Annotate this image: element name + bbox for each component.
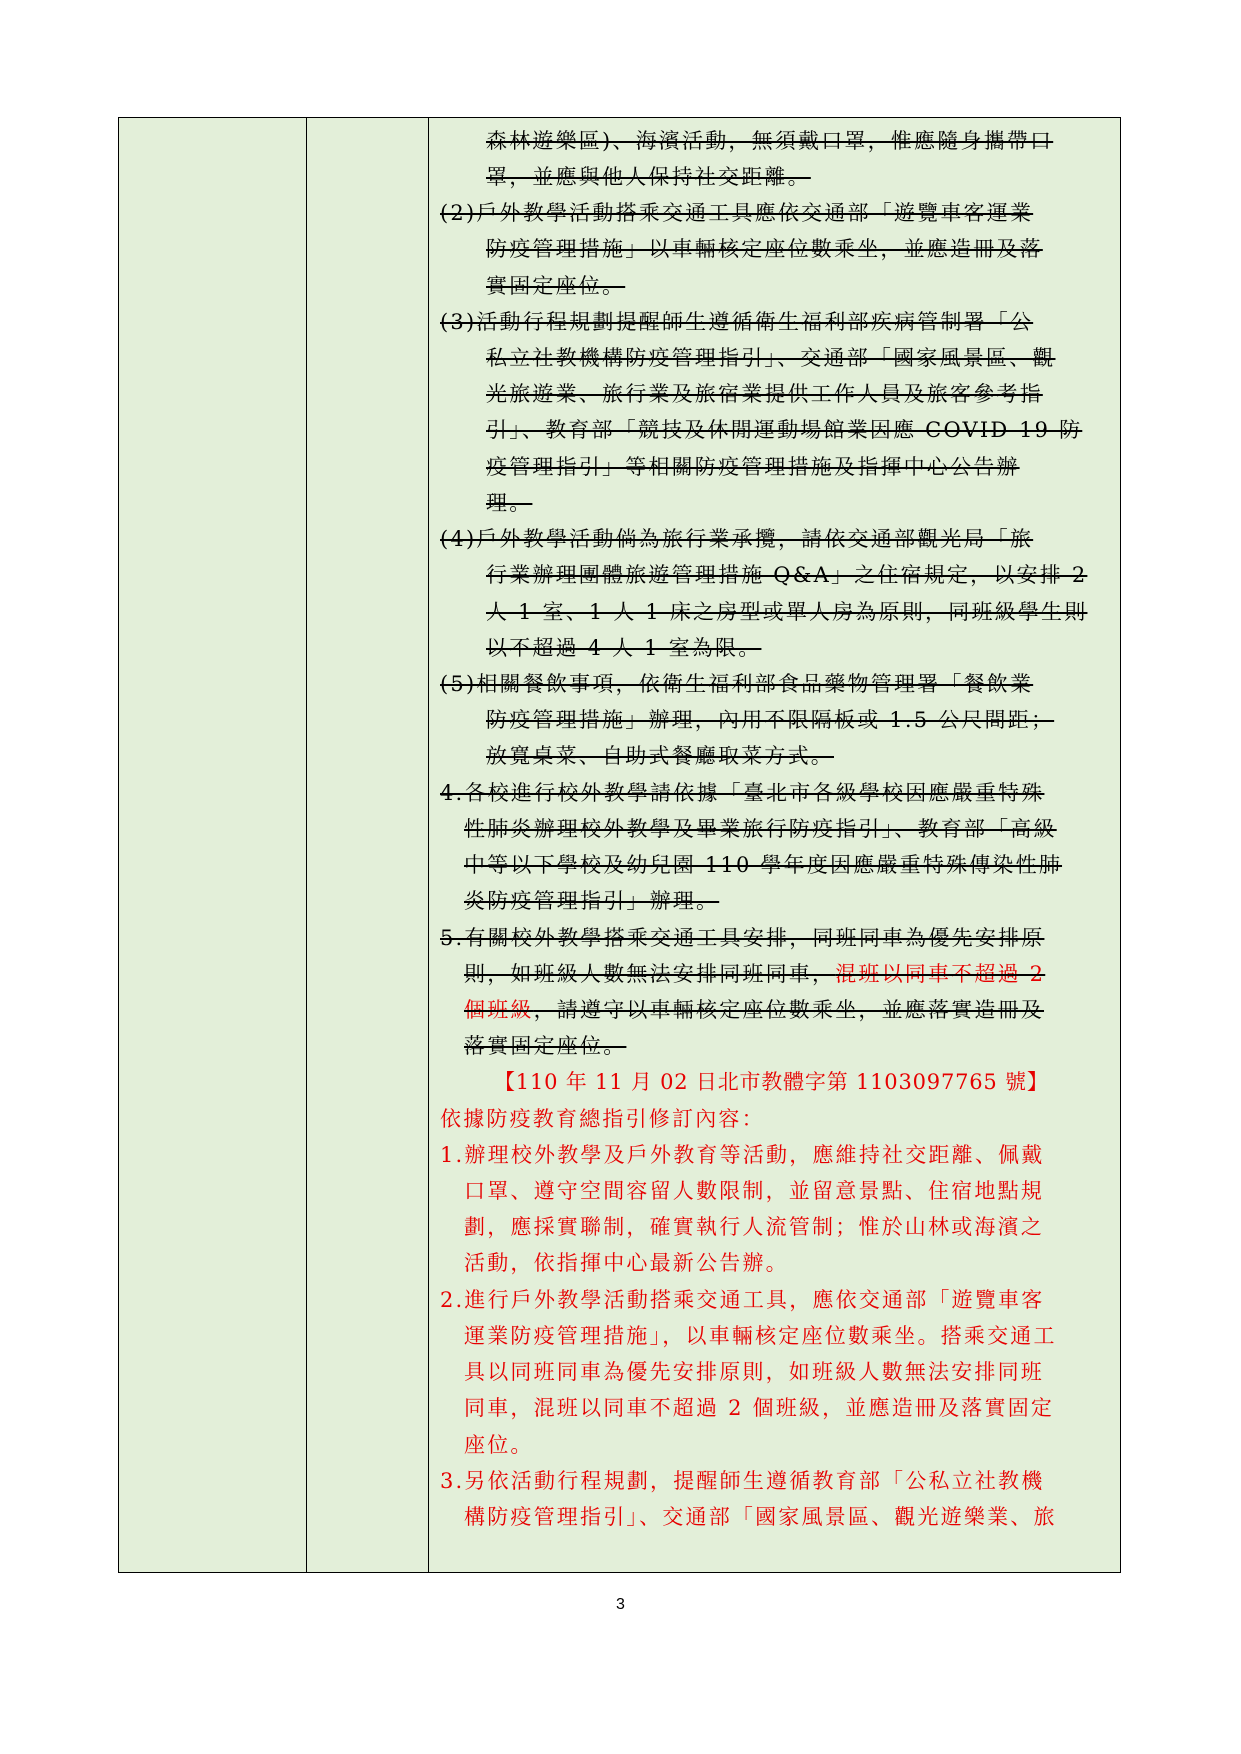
- column-divider-1: [306, 118, 307, 1572]
- struck-line: 光旅遊業、旅行業及旅宿業提供工作人員及旅客參考指: [486, 382, 1043, 406]
- struck-line: 行業辦理團體旅遊管理措施 Q&A」之住宿規定，以安排 2: [486, 563, 1088, 587]
- revision-line: 活動，依指揮中心最新公告辦。: [464, 1251, 789, 1275]
- struck-line-mixed: 個班級，請遵守以車輛核定座位數乘坐，並應落實造冊及: [464, 998, 1045, 1022]
- struck-line: 5.有關校外教學搭乘交通工具安排，同班同車為優先安排原: [440, 926, 1045, 950]
- revision-line: 同車，混班以同車不超過 2 個班級，並應造冊及落實固定: [464, 1396, 1055, 1420]
- struck-line: 實固定座位。: [486, 274, 626, 298]
- struck-line: 炎防疫管理指引」辦理。: [464, 889, 720, 913]
- revision-line: 運業防疫管理措施」，以車輛核定座位數乘坐。搭乘交通工: [464, 1324, 1057, 1348]
- revision-line: 2.進行戶外教學活動搭乘交通工具，應依交通部「遊覽車客: [440, 1288, 1045, 1312]
- struck-line: (3)活動行程規劃提醒師生遵循衛生福利部疾病管制署「公: [440, 310, 1034, 334]
- struck-line: 落實固定座位。: [464, 1034, 627, 1058]
- revision-line: 具以同班同車為優先安排原則，如班級人數無法安排同班: [464, 1360, 1044, 1384]
- revision-intro: 依據防疫教育總指引修訂內容：: [440, 1107, 765, 1131]
- struck-line: 罩，並應與他人保持社交距離。: [486, 165, 811, 189]
- struck-line: 中等以下學校及幼兒園 110 學年度因應嚴重特殊傳染性肺: [464, 853, 1063, 877]
- struck-line: 人 1 室、1 人 1 床之房型或單人房為原則，同班級學生則: [486, 600, 1088, 624]
- struck-line: 4.各校進行校外教學請依據「臺北市各級學校因應嚴重特殊: [440, 781, 1045, 805]
- document-reference: 【110 年 11 月 02 日北市教體字第 1103097765 號】: [494, 1070, 1049, 1094]
- revision-line: 座位。: [464, 1433, 534, 1457]
- struck-line: 防疫管理措施」辦理，內用不限隔板或 1.5 公尺間距；: [486, 708, 1055, 732]
- revision-line: 口罩、遵守空間容留人數限制，並留意景點、住宿地點規: [464, 1179, 1044, 1203]
- struck-line: 森林遊樂區)、海濱活動，無須戴口罩，惟應隨身攜帶口: [486, 129, 1054, 153]
- revision-line: 1.辦理校外教學及戶外教育等活動，應維持社交距離、佩戴: [440, 1143, 1045, 1167]
- struck-line: (2)戶外教學活動搭乘交通工具應依交通部「遊覽車客運業: [440, 201, 1034, 225]
- struck-line: (4)戶外教學活動倘為旅行業承攬，請依交通部觀光局「旅: [440, 527, 1034, 551]
- struck-line: 性肺炎辦理校外教學及畢業旅行防疫指引」、教育部「高級: [464, 817, 1057, 841]
- revision-line: 3.另依活動行程規劃，提醒師生遵循教育部「公私立社教機: [440, 1469, 1045, 1493]
- struck-line: 引」、教育部「競技及休閒運動場館業因應 COVID-19 防: [486, 418, 1083, 442]
- document-table: [118, 117, 1121, 1573]
- struck-line: 防疫管理措施」以車輛核定座位數乘坐，並應造冊及落: [486, 237, 1043, 261]
- revision-line: 構防疫管理指引」、交通部「國家風景區、觀光遊樂業、旅: [464, 1505, 1057, 1529]
- content-cell: [429, 118, 1120, 1572]
- struck-line: 以不超過 4 人 1 室為限。: [486, 636, 762, 660]
- struck-line: 私立社教機構防疫管理指引」、交通部「國家風景區、觀: [486, 346, 1056, 370]
- struck-line: 放寬桌菜、自助式餐廳取菜方式。: [486, 744, 834, 768]
- struck-line-mixed: 則，如班級人數無法安排同班同車，混班以同車不超過 2: [464, 962, 1046, 986]
- revision-line: 劃，應採實聯制，確實執行人流管制；惟於山林或海濱之: [464, 1215, 1044, 1239]
- struck-line: (5)相關餐飲事項，依衛生福利部食品藥物管理署「餐飲業: [440, 672, 1034, 696]
- struck-line: 疫管理指引」等相關防疫管理措施及指揮中心公告辦: [486, 455, 1020, 479]
- page-number: 3: [616, 1596, 625, 1613]
- struck-line: 理。: [486, 491, 533, 515]
